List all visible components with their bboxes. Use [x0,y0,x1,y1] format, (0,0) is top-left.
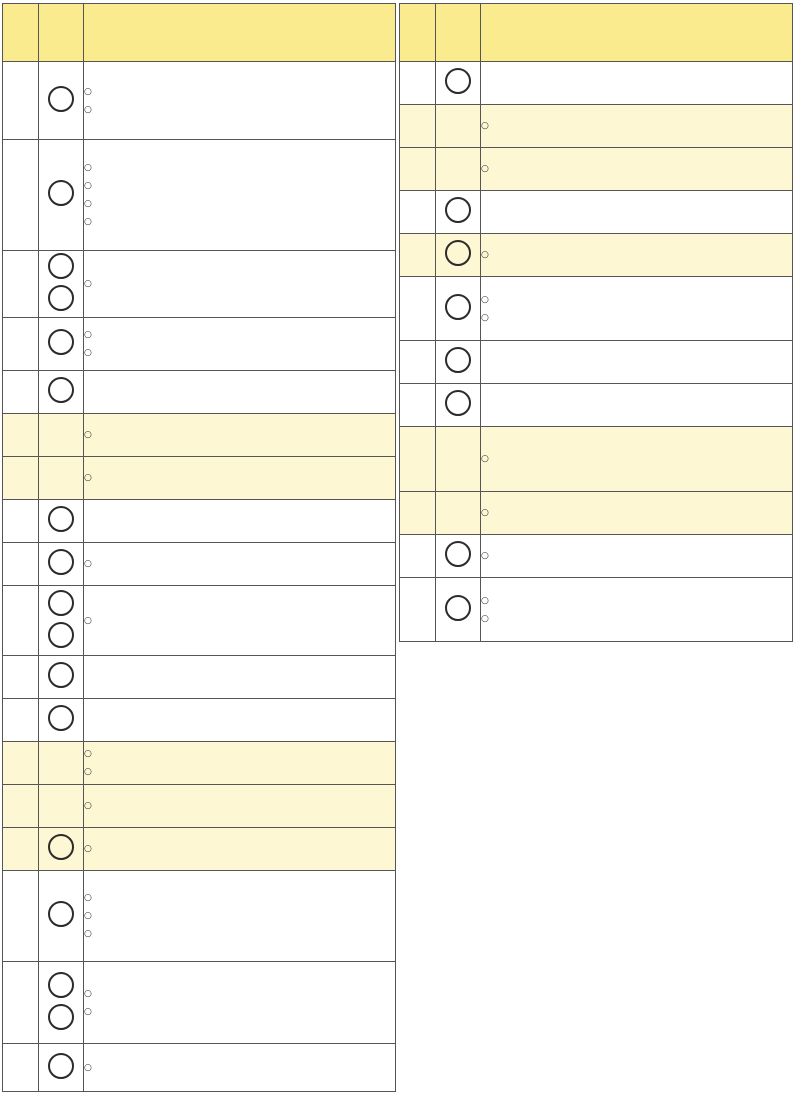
garbage-type-badge [48,972,74,998]
events-cell [84,828,396,871]
garbage-type-badge [48,329,74,355]
garbage-cell [436,427,481,492]
garbage-cell [436,578,481,642]
events-cell [84,457,396,500]
garbage-type-badge [48,1053,74,1079]
day-row [400,384,793,427]
garbage-type-badge [445,347,471,373]
events-cell [84,500,396,543]
garbage-cell [436,492,481,535]
event-item [84,889,395,907]
events-cell [481,148,793,191]
garbage-cell [39,962,84,1044]
day-cell [400,341,436,384]
day-cell [3,871,39,962]
garbage-type-badge [445,197,471,223]
garbage-type-badge [445,68,471,94]
day-cell [3,962,39,1044]
day-row [400,105,793,148]
garbage-type-badge [445,294,471,320]
event-item [84,195,395,213]
garbage-cell [39,828,84,871]
event-item [84,797,395,815]
event-item [84,101,395,119]
day-cell [3,371,39,414]
garbage-type-badge [48,180,74,206]
event-item [481,450,792,468]
day-cell [400,535,436,578]
day-row [3,414,396,457]
day-row [3,1044,396,1092]
day-row [3,871,396,962]
events-cell [84,785,396,828]
events-cell [481,341,793,384]
event-item [481,160,792,178]
garbage-type-badge [48,662,74,688]
day-cell [3,742,39,785]
header-garbage [436,4,481,62]
event-item [84,426,395,444]
header-events [84,4,396,62]
garbage-type-badge [48,1004,74,1030]
garbage-cell [39,543,84,586]
day-row [400,234,793,277]
garbage-cell [436,105,481,148]
day-cell [400,277,436,341]
event-item [481,504,792,522]
garbage-type-badge [48,834,74,860]
garbage-cell [39,62,84,140]
garbage-type-badge [48,377,74,403]
event-item [84,763,395,781]
garbage-cell [39,500,84,543]
day-row [400,277,793,341]
garbage-cell [436,234,481,277]
day-cell [400,492,436,535]
day-row [3,962,396,1044]
day-row [400,341,793,384]
garbage-type-badge [48,705,74,731]
events-cell [481,427,793,492]
day-cell [3,140,39,251]
events-cell [84,742,396,785]
day-row [3,656,396,699]
day-row [3,251,396,318]
event-item [481,117,792,135]
garbage-type-badge [48,86,74,112]
event-item [84,83,395,101]
events-cell [481,62,793,105]
day-row [3,500,396,543]
event-item [84,612,395,630]
garbage-cell [39,251,84,318]
garbage-cell [436,384,481,427]
events-cell [84,251,396,318]
garbage-cell [39,318,84,371]
event-item [481,309,792,327]
day-cell [3,699,39,742]
day-row [3,457,396,500]
events-cell [84,656,396,699]
day-cell [3,656,39,699]
day-cell [3,457,39,500]
garbage-cell [436,62,481,105]
event-item [481,592,792,610]
garbage-cell [436,341,481,384]
event-item [84,1003,395,1021]
garbage-type-badge [48,590,74,616]
events-cell [481,105,793,148]
event-item [84,985,395,1003]
events-cell [84,586,396,656]
day-cell [3,500,39,543]
garbage-type-badge [48,506,74,532]
garbage-cell [436,277,481,341]
event-item [481,547,792,565]
day-cell [3,1044,39,1092]
events-cell [481,191,793,234]
events-cell [481,277,793,341]
garbage-type-badge [48,549,74,575]
garbage-type-badge [445,541,471,567]
day-cell [400,578,436,642]
header-garbage [39,4,84,62]
events-cell [84,699,396,742]
event-item [84,344,395,362]
day-row [3,318,396,371]
event-item [481,246,792,264]
day-row [400,191,793,234]
day-row [3,586,396,656]
events-cell [481,234,793,277]
day-cell [400,62,436,105]
garbage-type-badge [48,285,74,311]
day-cell [3,785,39,828]
garbage-cell [436,148,481,191]
garbage-cell [39,457,84,500]
garbage-cell [39,699,84,742]
events-cell [84,62,396,140]
header-day [400,4,436,62]
garbage-type-badge [445,390,471,416]
events-cell [84,871,396,962]
events-cell [84,962,396,1044]
day-row [400,62,793,105]
garbage-type-badge [445,595,471,621]
event-item [84,555,395,573]
calendar-left [2,3,396,1092]
event-item [84,159,395,177]
garbage-cell [436,535,481,578]
event-item [481,610,792,628]
garbage-type-badge [48,253,74,279]
day-row [400,535,793,578]
day-row [400,578,793,642]
garbage-cell [39,414,84,457]
day-row [3,699,396,742]
garbage-type-badge [445,240,471,266]
day-cell [400,105,436,148]
event-item [84,840,395,858]
day-cell [400,191,436,234]
day-cell [3,586,39,656]
day-row [3,371,396,414]
day-row [3,785,396,828]
garbage-cell [39,871,84,962]
events-cell [84,543,396,586]
day-row [3,543,396,586]
day-row [400,427,793,492]
event-item [84,925,395,943]
event-item [84,745,395,763]
garbage-type-badge [48,901,74,927]
day-cell [3,251,39,318]
events-cell [84,371,396,414]
events-cell [481,492,793,535]
day-cell [3,828,39,871]
day-row [3,140,396,251]
events-cell [84,318,396,371]
garbage-cell [39,140,84,251]
event-item [84,326,395,344]
day-cell [400,234,436,277]
garbage-cell [436,191,481,234]
garbage-cell [39,371,84,414]
event-item [84,213,395,231]
event-item [84,177,395,195]
garbage-type-badge [48,622,74,648]
day-cell [3,543,39,586]
event-item [84,275,395,293]
day-row [400,492,793,535]
day-cell [3,318,39,371]
event-item [84,469,395,487]
events-cell [84,414,396,457]
event-item [84,907,395,925]
events-cell [84,1044,396,1092]
events-cell [481,384,793,427]
header-events [481,4,793,62]
garbage-cell [39,742,84,785]
day-cell [3,62,39,140]
events-cell [84,140,396,251]
garbage-cell [39,785,84,828]
event-item [84,1059,395,1077]
day-cell [400,384,436,427]
garbage-cell [39,586,84,656]
events-cell [481,578,793,642]
day-cell [400,427,436,492]
day-cell [400,148,436,191]
day-cell [3,414,39,457]
day-row [3,62,396,140]
day-row [3,828,396,871]
garbage-cell [39,656,84,699]
header-day [3,4,39,62]
day-row [400,148,793,191]
events-cell [481,535,793,578]
garbage-cell [39,1044,84,1092]
event-item [481,291,792,309]
calendar-right [399,3,793,642]
day-row [3,742,396,785]
